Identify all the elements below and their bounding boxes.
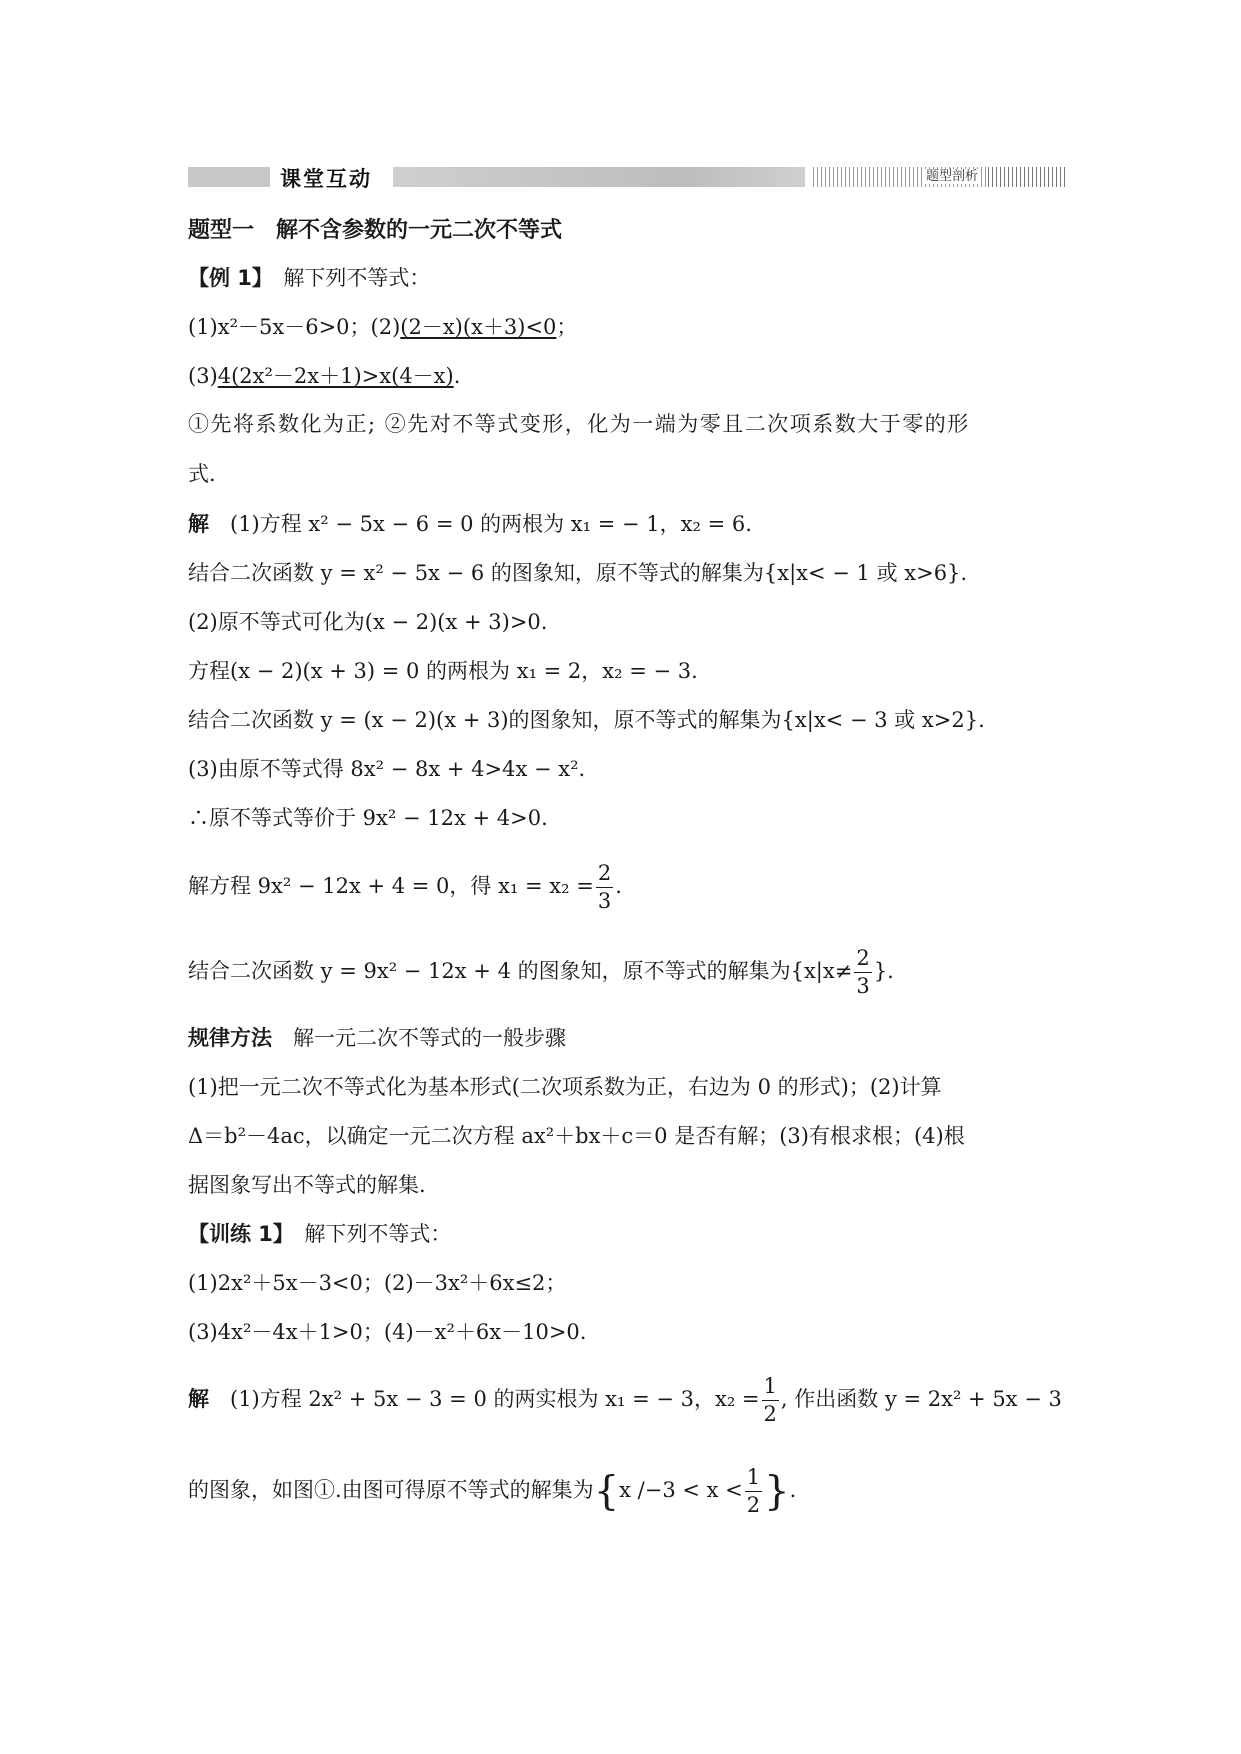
right-brace: }: [764, 1468, 790, 1515]
header-title: 课堂互动: [280, 167, 372, 191]
training-header: [188, 1220, 451, 1248]
example-item-1-2: (1)x²－5x－6>0；(2)(2－x)(x＋3)<0；: [188, 315, 578, 339]
left-brace: {: [593, 1468, 620, 1515]
example-item-3-underlined: 4(2x²－2x＋1)>x(4－x): [217, 364, 454, 388]
solution-line-8: 解方程 9x² − 12x + 4 = 0，得 x₁ = x₂ = $\frac{2}{3}$ .: [188, 861, 622, 913]
method-line-2: Δ＝b²－4ac，以确定一元二次方程 ax²＋bx＋c＝0 是否有解；(3)有根求根；(4)根: [188, 1124, 965, 1148]
example-note-line-2: 式.: [188, 462, 216, 486]
solution2-line-2: 的图象，如图①.由图可得原不等式的解集为{x /−3 < x < $\frac{1}{2}$ }.: [188, 1465, 797, 1517]
solution-line-1: 解 (1)方程 x² − 5x − 6 = 0 的两根为 x₁ = − 1，x₂ = 6.: [188, 512, 752, 536]
example-item-2-underlined: (2－x)(x＋3)<0: [400, 315, 557, 339]
header-bar-left: [188, 167, 270, 187]
example-label: 【例 1】: [188, 266, 263, 290]
solution-line-5: 结合二次函数 y = (x − 2)(x + 3)的图象知，原不等式的解集为{x|x< − 3 或 x>2}.: [188, 708, 985, 732]
solution2-line-1: 解 (1)方程 2x² + 5x − 3 = 0 的两实根为 x₁ = − 3，x₂ = $\frac{1}{2}$ , 作出函数 y = 2x² + 5x − 3: [188, 1374, 1062, 1426]
method-title: 解一元二次不等式的一般步骤: [272, 1026, 566, 1050]
fraction-two-thirds: $\frac{2}{3}$: [856, 946, 870, 998]
solution-line-7: ∴原不等式等价于 9x² − 12x + 4>0.: [188, 806, 548, 830]
section-header-band: [188, 165, 1065, 189]
example-note-line-1: ①先将系数化为正; ②先对不等式变形，化为一端为零且二次项系数大于零的形: [188, 412, 970, 436]
solution2-label: 解: [188, 1387, 209, 1411]
solution-line-6: (3)由原不等式得 8x² − 8x + 4>4x − x².: [188, 757, 586, 781]
solution-line-2: 结合二次函数 y = x² − 5x − 6 的图象知，原不等式的解集为{x|x< − 1 或 x>6}.: [188, 561, 968, 585]
method-header: [188, 1024, 566, 1052]
solution-line-4: 方程(x − 2)(x + 3) = 0 的两根为 x₁ = 2，x₂ = − 3.: [188, 659, 698, 683]
header-bar-middle: [393, 167, 805, 187]
training-prompt: 解下列不等式：: [283, 1222, 452, 1246]
solution-line-9: 结合二次函数 y = 9x² − 12x + 4 的图象知，原不等式的解集为{x|x≠ $\frac{2}{3}$ }.: [188, 946, 894, 998]
header-right-label: 题型剖析: [801, 167, 981, 187]
method-label: 规律方法: [188, 1026, 272, 1050]
header-tick-pattern-end: [988, 167, 1065, 187]
solution-label: 解: [188, 512, 209, 536]
solution-line-3: (2)原不等式可化为(x − 2)(x + 3)>0.: [188, 610, 548, 634]
training-line-2: (3)4x²－4x＋1>0；(4)－x²＋6x－10>0.: [188, 1320, 587, 1344]
fraction-one-half: $\frac{1}{2}$: [763, 1374, 777, 1426]
fraction-two-thirds: $\frac{2}{3}$: [597, 861, 612, 913]
training-label: 【训练 1】: [188, 1222, 284, 1246]
example-item-3: (3)4(2x²－2x＋1)>x(4－x).: [188, 364, 461, 388]
method-line-1: (1)把一元二次不等式化为基本形式(二次项系数为正，右边为 0 的形式)；(2)计算: [188, 1075, 942, 1099]
example-prompt: 解下列不等式：: [262, 266, 431, 290]
training-line-1: (1)2x²＋5x－3<0；(2)－3x²＋6x≤2；: [188, 1271, 567, 1295]
fraction-one-half: $\frac{1}{2}$: [746, 1465, 761, 1517]
section-title: 题型一 解不含参数的一元二次不等式: [188, 218, 563, 243]
method-line-3: 据图象写出不等式的解集.: [188, 1173, 426, 1197]
example-header: [188, 264, 430, 292]
